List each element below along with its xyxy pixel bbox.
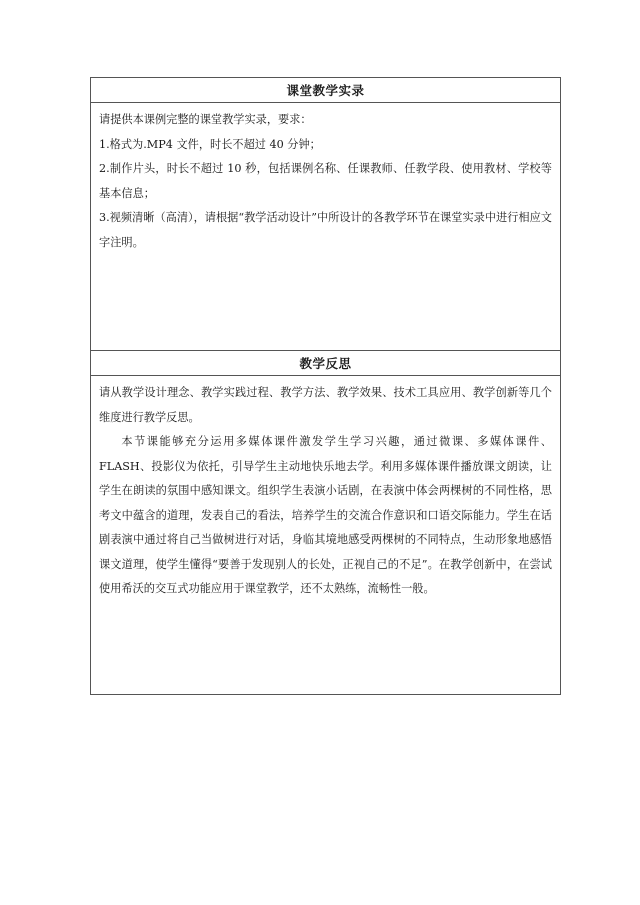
classroom-record-body (91, 103, 561, 351)
requirement-format: 1.格式为.MP4 文件，时长不超过 40 分钟； (99, 137, 321, 151)
classroom-record-intro: 请提供本课例完整的课堂教学实录，要求： (99, 113, 312, 126)
requirement-video-clarity: 3.视频清晰（高清），请根据“教学活动设计”中所设计的各教学环节在课堂实录中进行相应文字注明。 (99, 211, 552, 249)
teaching-reflection-intro: 请从教学设计理念、教学实践过程、教学方法、教学效果、技术工具应用、教学创新等几个维度进行教学反思。 (99, 386, 552, 424)
lesson-form-table (90, 77, 561, 695)
teaching-reflection-text: 本节课能够充分运用多媒体课件激发学生学习兴趣，通过微课、多媒体课件、FLASH、投影仪为依托，引导学生主动地快乐地去学。利用多媒体课件播放课文朗读，让学生在朗读的氛围中感知课文。组织学生表演小话剧，在表演中体会两棵树的不同性格，思考文中蕴含的道理，发表自己的看法，培养学生的交流合作意识和口语交际能力。学生在话剧表演中通过将自己当做树进行对话，身临其境地感受两棵树的不同特点，生动形象地感悟课文道理，使学生懂得“要善于发现别人的长处，正视自己的不足”。在教学创新中，在尝试使用希沃的交互式功能应用于课堂教学，还不太熟练，流畅性一般。 (99, 435, 552, 595)
classroom-record-heading: 课堂教学实录 (91, 78, 561, 103)
teaching-reflection-body (91, 376, 561, 695)
teaching-reflection-heading: 教学反思 (91, 351, 561, 376)
requirement-opening-title: 2.制作片头，时长不超过 10 秒，包括课例名称、任课教师、任教学段、使用教材、学校等基本信息； (99, 162, 552, 200)
